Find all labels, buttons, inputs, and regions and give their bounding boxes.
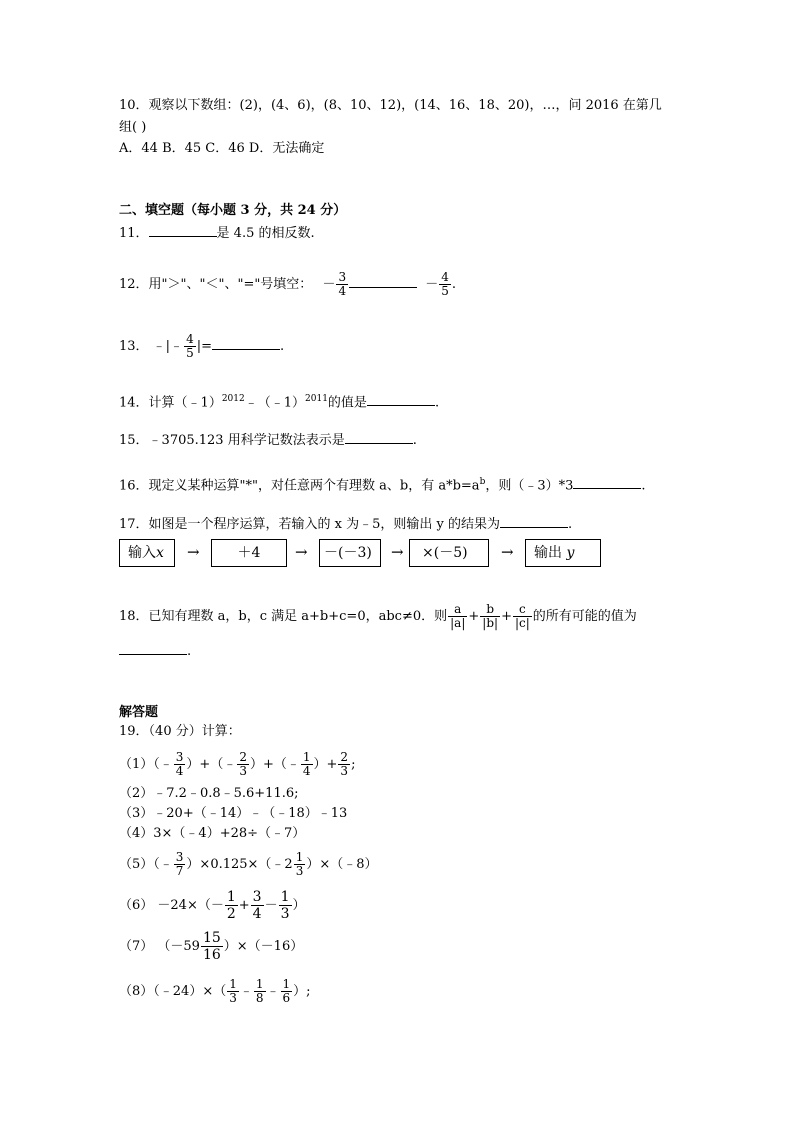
- q18-fraction-b: $\frac{b}{|b|}$: [482, 602, 499, 630]
- q11-number: 11．: [119, 226, 149, 241]
- q18-fraction-a: $\frac{a}{|a|}$: [450, 602, 466, 630]
- q16-answer-blank[interactable]: [573, 476, 641, 489]
- q14: 14．计算（﹣1）$^{2012}$﹣（﹣1）$^{2011}$的值是 .: [119, 394, 440, 411]
- q17-answer-blank[interactable]: [500, 515, 568, 528]
- q12-fraction2: $\frac{4}{5}$: [441, 270, 449, 298]
- q19-part7: （7） （－59 $\frac{15}{16}$ ）×（－16）: [119, 930, 304, 963]
- q15: 15．﹣3705.123 用科学记数法表示是 .: [119, 433, 417, 448]
- flow-step-subtract: －(－3): [319, 539, 381, 567]
- q12-sign2: －: [425, 277, 439, 292]
- q16: 16．现定义某种运算"*"，对任意两个有理数 a、b，有 $a*b=a^b$，则（﹣3）*3 .: [119, 477, 646, 494]
- flow-output-box: 输出 y: [525, 539, 601, 567]
- flow-arrow-4: →: [501, 543, 514, 561]
- q18-answer-blank[interactable]: [119, 642, 187, 655]
- q11-answer-blank[interactable]: [149, 224, 217, 237]
- q14-answer-blank[interactable]: [367, 393, 435, 406]
- q17: 17．如图是一个程序运算，若输入的 x 为﹣5，则输出 y 的结果为 .: [119, 517, 573, 532]
- section-heading-fill-blank: 二、填空题（每小题 3 分，共 24 分）: [119, 203, 347, 218]
- q19-part1: （1）（﹣ $\frac{3}{4}$ ）+（﹣ $\frac{2}{3}$ ）+（﹣ $\frac{1}{4}$ ）+ $\frac{2}{3}$ ;: [119, 750, 356, 778]
- q19-part4: （4）3×（﹣4）+28÷（﹣7）: [119, 826, 306, 841]
- flow-input-box: 输入x: [119, 539, 175, 567]
- q11-text: 是 4.5 的相反数.: [216, 226, 315, 241]
- flow-step-multiply: ×(－5): [409, 539, 489, 567]
- q18-answer-line: .: [119, 642, 191, 660]
- q15-answer-blank[interactable]: [345, 431, 413, 444]
- q19-part5: （5）（﹣ $\frac{3}{7}$ ）×0.125×（﹣2 $\frac{1}{3}$ ）×（﹣8）: [119, 850, 378, 878]
- q18: 18．已知有理数 a，b，c 满足 a+b+c=0，abc≠0．则 $\frac{a}{|a|}$ + $\frac{b}{|b|}$ + $\frac{c}{|c|}$ 的所有可能的值为: [119, 602, 637, 630]
- q10-line1: 10．观察以下数组：(2)，(4、6)，(8、10、12)，(14、16、18、20)，…，问 2016 在第几: [119, 98, 662, 113]
- q11: [119, 224, 315, 242]
- q12: 12．用"＞"、"＜"、"="号填空： － $\frac{3}{4}$ － $\frac{4}{5}$ .: [119, 270, 457, 298]
- section-heading-solve: 解答题: [119, 705, 159, 720]
- q12-answer-blank[interactable]: [349, 275, 417, 288]
- flow-arrow-2: →: [295, 543, 308, 561]
- q19-title: 19．（40 分）计算：: [119, 724, 241, 739]
- q12-sign1: －: [322, 277, 336, 292]
- program-flowchart: [119, 539, 609, 569]
- q19-part2: （2）﹣7.2﹣0.8﹣5.6+11.6;: [119, 786, 299, 801]
- q13-prefix: 13． ﹣|﹣: [119, 339, 184, 354]
- flow-arrow-3: →: [391, 543, 404, 561]
- q18-fraction-c: $\frac{c}{|c|}$: [514, 602, 530, 630]
- q12-text: 12．用"＞"、"＜"、"="号填空：: [119, 277, 313, 292]
- flow-arrow-1: →: [187, 543, 200, 561]
- q12-fraction1: $\frac{3}{4}$: [338, 270, 347, 298]
- q19-part6: （6） －24×（－ $\frac{1}{2}$ + $\frac{3}{4}$ － $\frac{1}{3}$ ）: [119, 889, 306, 922]
- flow-step-add: ＋4: [211, 539, 287, 567]
- q13-fraction: $\frac{4}{5}$: [186, 332, 194, 360]
- q10-options: A．44 B．45 C．46 D．无法确定: [119, 141, 325, 156]
- q13-answer-blank[interactable]: [212, 337, 280, 350]
- q19-part8: （8）（﹣24）×（ $\frac{1}{3}$ ﹣ $\frac{1}{8}$ ﹣ $\frac{1}{6}$ ）;: [119, 977, 311, 1005]
- q19-part3: （3）﹣20+（﹣14）﹣（﹣18）﹣13: [119, 806, 348, 821]
- q13: 13． ﹣|﹣ $\frac{4}{5}$ |= .: [119, 332, 285, 360]
- q10-line2: 组( ): [119, 120, 147, 135]
